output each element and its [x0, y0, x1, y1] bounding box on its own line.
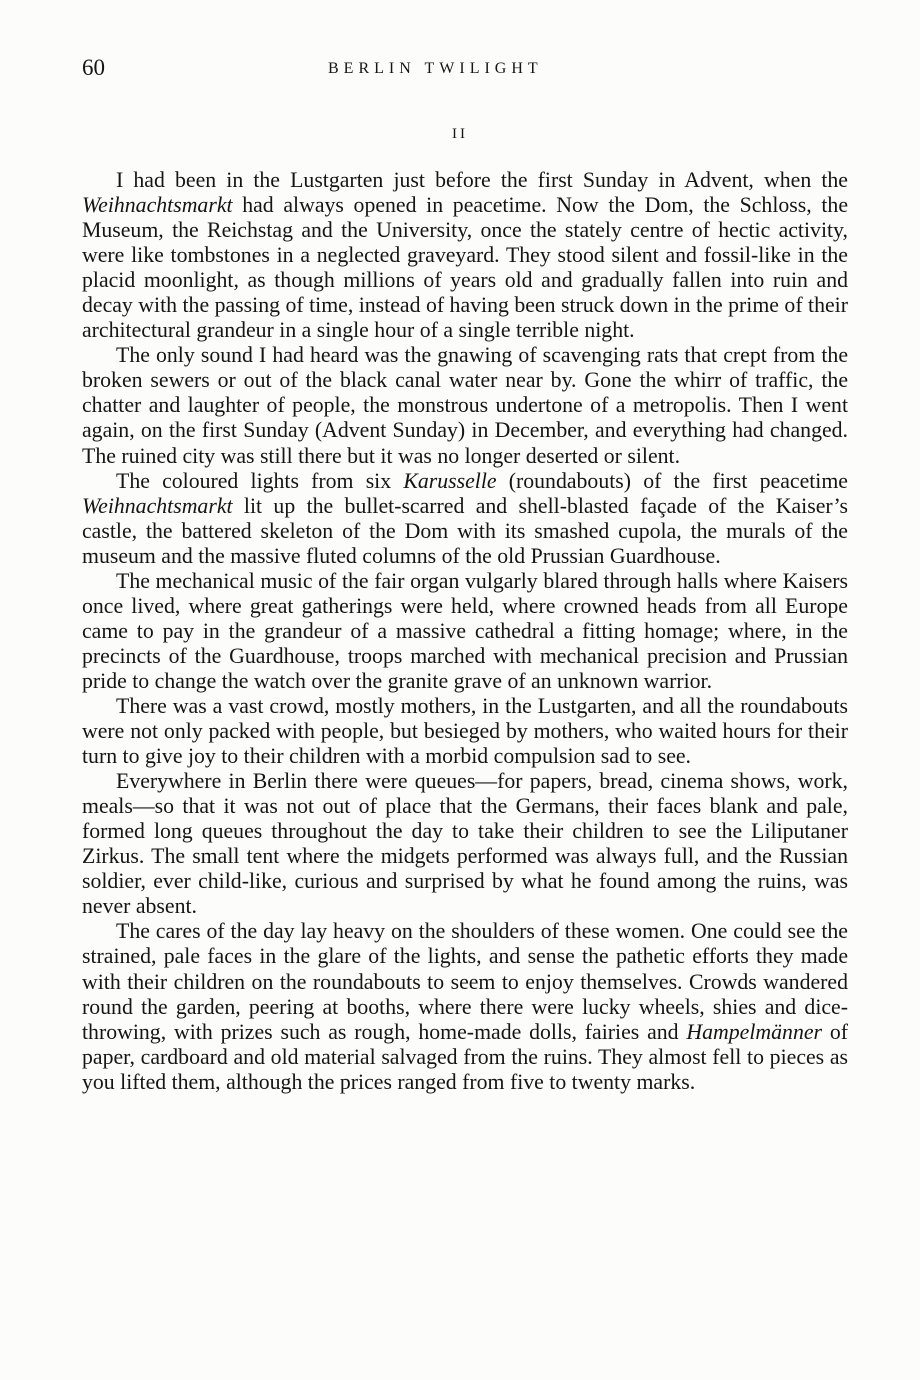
- text-run: had always opened in peacetime. Now the Dom, the Schloss, the Museum, the Reichstag and the University, once the stately centre of hectic activity, were like tombstones in a neglected graveyard. They stood silent and fossil-like in the placid moonlight, as though millions of years old and gradually fallen into ruin and decay with the passing of time, instead of having been struck down in the prime of their architectural grandeur in a single hour of a single terrible night.: [82, 193, 848, 343]
- paragraph: [82, 343, 848, 468]
- body-text: [82, 168, 848, 1095]
- italic-term: Hampelmänner: [686, 1019, 822, 1044]
- text-run: The only sound I had heard was the gnawing of scavenging rats that crept from the broken sewers or out of the black canal water near by. Gone the whirr of traffic, the chatter and laughter of people, the monstrous undertone of a metropolis. Then I went again, on the first Sunday (Advent Sunday) in December, and everything had changed. The ruined city was still there but it was no longer deserted or silent.: [82, 343, 848, 468]
- paragraph: [82, 168, 848, 343]
- page-number: 60: [82, 55, 105, 80]
- text-run: of paper, cardboard and old material salvaged from the ruins. They almost fell to pieces as you lifted them, although the prices ranged from five to twenty marks.: [82, 1019, 848, 1094]
- text-run: (roundabouts) of the first peacetime: [496, 468, 848, 493]
- italic-term: Karusselle: [403, 468, 497, 493]
- text-run: The cares of the day lay heavy on the shoulders of these women. One could see the strained, pale faces in the glare of the lights, and sense the pathetic efforts they made with their children on the roundabouts to seem to enjoy themselves. Crowds wandered round the garden, peering at booths, where there were lucky wheels, shies and dice-throwing, with prizes such as rough, home-made dolls, fairies and: [82, 919, 848, 1044]
- italic-term: Weihnachtsmarkt: [82, 193, 233, 218]
- paragraph: [82, 469, 848, 569]
- paragraph: [82, 769, 848, 919]
- text-run: The coloured lights from six: [116, 468, 404, 493]
- running-title: BERLIN TWILIGHT: [328, 60, 543, 77]
- section-number: II: [452, 126, 468, 142]
- running-head: [82, 52, 848, 84]
- paragraph: [82, 569, 848, 694]
- text-run: I had been in the Lustgarten just before the first Sunday in Advent, when the: [116, 168, 848, 192]
- text-run: There was a vast crowd, mostly mothers, in the Lustgarten, and all the roundabouts were not only packed with people, but besieged by mothers, who waited hours for their turn to give joy to their children with a morbid compulsion sad to see.: [82, 693, 848, 769]
- text-run: lit up the bullet-scarred and shell-blasted façade of the Kaiser’s castle, the battered skeleton of the Dom with its smashed cupola, the murals of the museum and the massive fluted columns of the old Prussian Guardhouse.: [82, 493, 848, 568]
- text-run: The mechanical music of the fair organ vulgarly blared through halls where Kaisers once lived, where great gatherings were held, where crowned heads from all Europe came to pay in the grandeur of a massive cathedral a fitting homage; where, in the precincts of the Guardhouse, troops marched with mechanical precision and Prussian pride to change the watch over the granite grave of an unknown warrior.: [82, 568, 848, 693]
- paragraph: [82, 694, 848, 769]
- paragraph: [82, 919, 848, 1094]
- italic-term: Weihnachtsmarkt: [82, 493, 233, 518]
- text-run: Everywhere in Berlin there were queues—for papers, bread, cinema shows, work, meals—so that it was not out of place that the Germans, their faces blank and pale, formed long queues throughout the day to take their children to see the Liliputaner Zirkus. The small tent where the midgets performed was always full, and the Russian soldier, ever child-like, curious and surprised by what he found among the ruins, was never absent.: [82, 769, 848, 919]
